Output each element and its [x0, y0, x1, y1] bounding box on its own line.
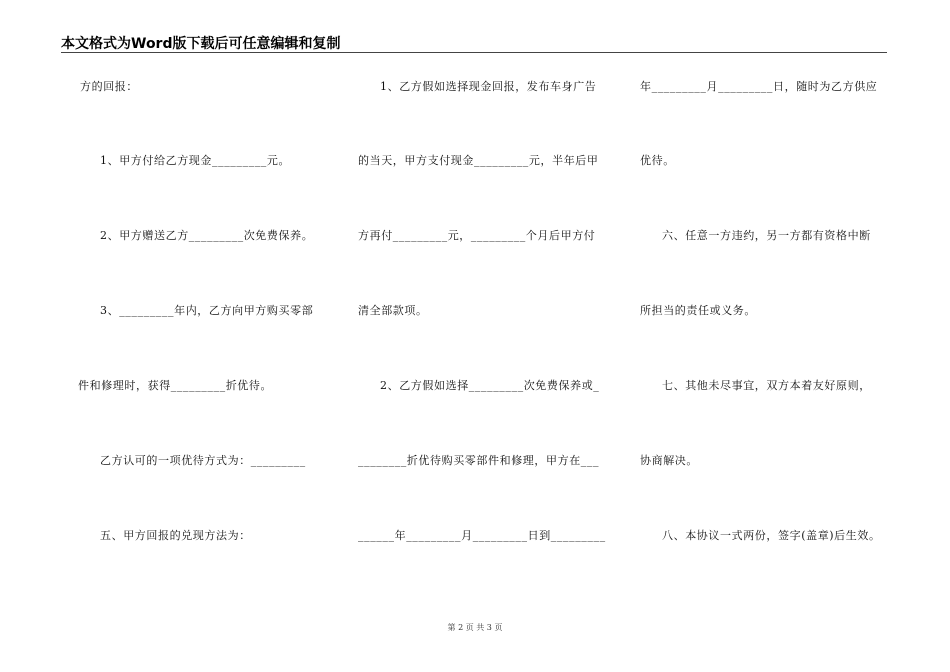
- text-line: 3、_________年内，乙方向甲方购买零部: [100, 304, 314, 317]
- text-line: 年_________月_________日，随时为乙方供应: [640, 80, 878, 93]
- text-line: 方再付_________元，_________个月后甲方付: [358, 229, 596, 242]
- text-line: 八、本协议一式两份，签字(盖章)后生效。: [662, 529, 881, 542]
- text-line: 优待。: [640, 154, 675, 167]
- text-line: 1、乙方假如选择现金回报，发布车身广告: [380, 80, 597, 93]
- text-line: 1、甲方付给乙方现金_________元。: [100, 154, 291, 167]
- text-line: 方的回报：: [80, 80, 138, 93]
- text-line: 件和修理时，获得_________折优待。: [78, 379, 273, 392]
- text-line: 协商解决。: [640, 454, 698, 467]
- text-line: 清全部款项。: [358, 304, 428, 317]
- text-line: 所担当的责任或义务。: [640, 304, 756, 317]
- header-divider: [61, 52, 887, 53]
- text-line: 七、其他未尽事宜，双方本着友好原则，: [662, 379, 871, 392]
- text-line: 2、甲方赠送乙方_________次免费保养。: [100, 229, 314, 242]
- text-line: 乙方认可的一项优待方式为：_________: [100, 454, 306, 467]
- text-line: 2、乙方假如选择_________次免费保养或_: [380, 379, 600, 392]
- text-line: ________折优待购买零部件和修理，甲方在___: [358, 454, 600, 467]
- text-line: 的当天，甲方支付现金_________元，半年后甲: [358, 154, 599, 167]
- text-line: 五、甲方回报的兑现方法为：: [100, 529, 251, 542]
- text-line: ______年_________月_________日到_________: [358, 529, 606, 542]
- header-title: 本文格式为Word版下载后可任意编辑和复制: [61, 36, 341, 52]
- page-indicator: 第 2 页 共 3 页: [447, 623, 503, 632]
- text-line: 六、任意一方违约，另一方都有资格中断: [662, 229, 871, 242]
